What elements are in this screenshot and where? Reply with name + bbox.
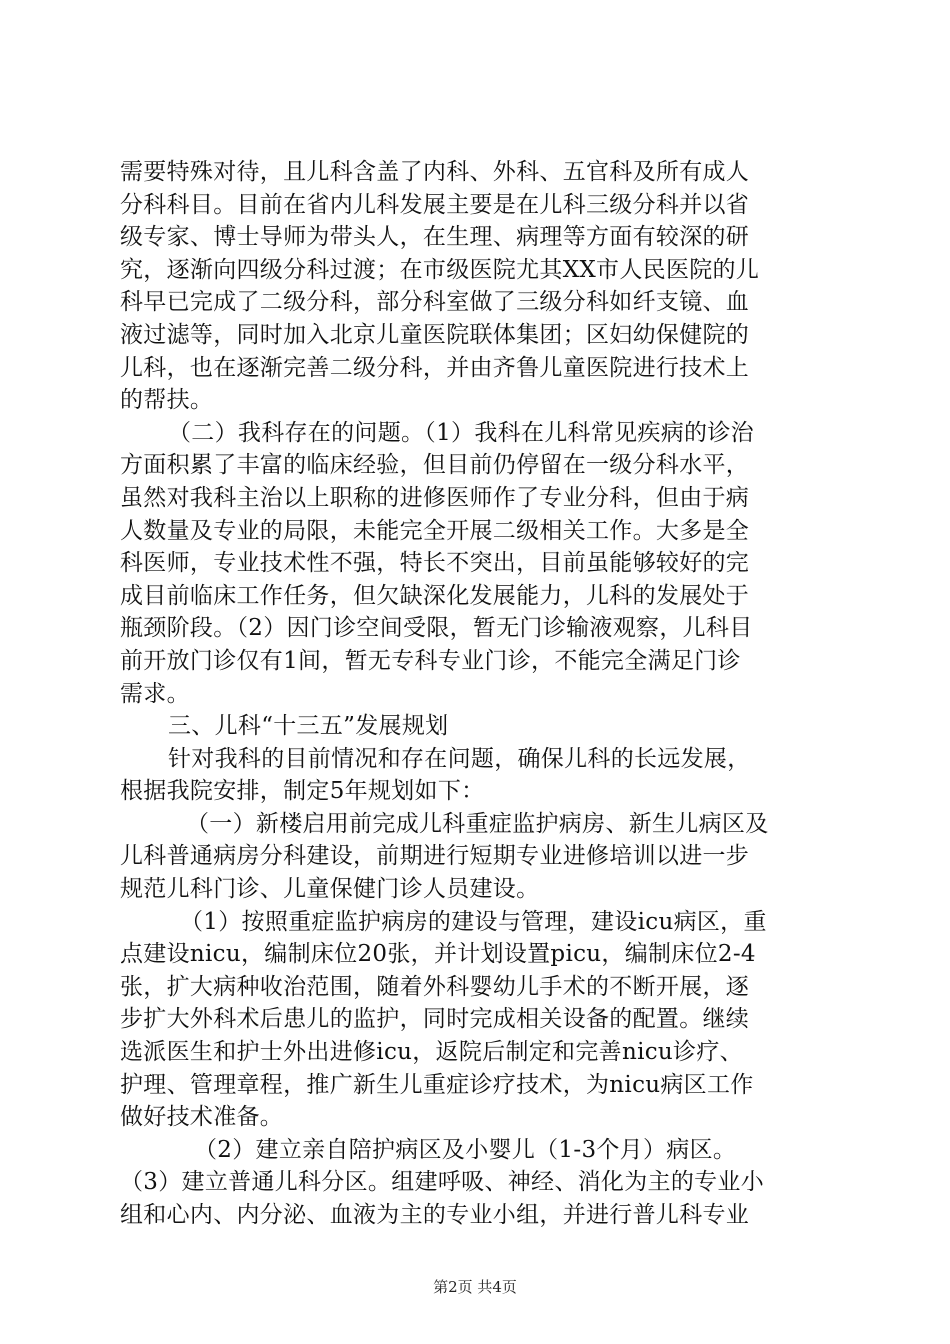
text-line: 选派医生和护士外出进修icu，返院后制定和完善nicu诊疗、 <box>120 1039 743 1066</box>
text-line: 前开放门诊仅有1间，暂无专科专业门诊，不能完全满足门诊 <box>120 647 741 674</box>
text-line: 护理、管理章程，推广新生儿重症诊疗技术，为nicu病区工作 <box>120 1071 754 1098</box>
text-line: 人数量及专业的局限，未能完全开展二级相关工作。大多是全 <box>120 517 750 544</box>
text-line: 瓶颈阶段。（2）因门诊空间受限，暂无门诊输液观察，儿科目 <box>120 615 753 642</box>
paragraph-heading: （一）新楼启用前完成儿科重症监护病房、新生儿病区及 <box>186 810 769 837</box>
text-line: 步扩大外科术后患儿的监护，同时完成相关设备的配置。继续 <box>120 1006 750 1033</box>
text-line: 的帮扶。 <box>120 387 214 414</box>
text-line: 针对我科的目前情况和存在问题，确保儿科的长远发展， <box>168 745 751 772</box>
document-body <box>120 156 840 1232</box>
text-line: 科早已完成了二级分科，部分科室做了三级分科如纤支镜、血 <box>120 289 750 316</box>
text-line: 儿科，也在逐渐完善二级分科，并由齐鲁儿童医院进行技术上 <box>120 354 750 381</box>
text-line: 究，逐渐向四级分科过渡；在市级医院尤其XX市人民医院的儿 <box>120 256 760 283</box>
text-line: 级专家、博士导师为带头人，在生理、病理等方面有较深的研 <box>120 224 750 251</box>
text-line: 液过滤等，同时加入北京儿童医院联体集团；区妇幼保健院的 <box>120 321 750 348</box>
paragraph-heading: （二）我科存在的问题。（1）我科在儿科常见疾病的诊治 <box>168 419 754 446</box>
page-number-footer: 第2页 共4页 <box>433 1278 517 1296</box>
text-line: 需要特殊对待，且儿科含盖了内科、外科、五官科及所有成人 <box>120 159 750 185</box>
text-line: 根据我院安排，制定5年规划如下： <box>120 778 485 805</box>
text-line: 方面积累了丰富的临床经验，但目前仍停留在一级分科水平， <box>120 452 750 479</box>
text-line: 科医师，专业技术性不强，特长不突出，目前虽能够较好的完 <box>120 550 750 577</box>
text-line: 点建设nicu，编制床位20张，并计划设置picu，编制床位2-4 <box>120 941 756 968</box>
text-line: （3）建立普通儿科分区。组建呼吸、神经、消化为主的专业小 <box>120 1169 765 1196</box>
text-line: 组和心内、内分泌、血液为主的专业小组，并进行普儿科专业 <box>120 1202 750 1228</box>
text-line: 儿科普通病房分科建设，前期进行短期专业进修培训以进一步 <box>120 843 750 870</box>
text-line: 成目前临床工作任务，但欠缺深化发展能力，儿科的发展处于 <box>120 582 750 609</box>
text-line: 虽然对我科主治以上职称的进修医师作了专业分科，但由于病 <box>120 484 750 511</box>
text-line: 分科科目。目前在省内儿科发展主要是在儿科三级分科并以省 <box>120 191 750 218</box>
text-line: 做好技术准备。 <box>120 1104 284 1131</box>
section-heading: 三、儿科“十三五”发展规划 <box>168 713 449 740</box>
text-line: （2）建立亲自陪护病区及小婴儿（1-3个月）病区。 <box>194 1136 737 1163</box>
text-line: 张，扩大病种收治范围，随着外科婴幼儿手术的不断开展，逐 <box>120 973 750 1000</box>
text-line: （1）按照重症监护病房的建设与管理，建设icu病区，重 <box>180 908 767 935</box>
text-line: 需求。 <box>120 680 190 707</box>
text-line: 规范儿科门诊、儿童保健门诊人员建设。 <box>120 876 540 903</box>
